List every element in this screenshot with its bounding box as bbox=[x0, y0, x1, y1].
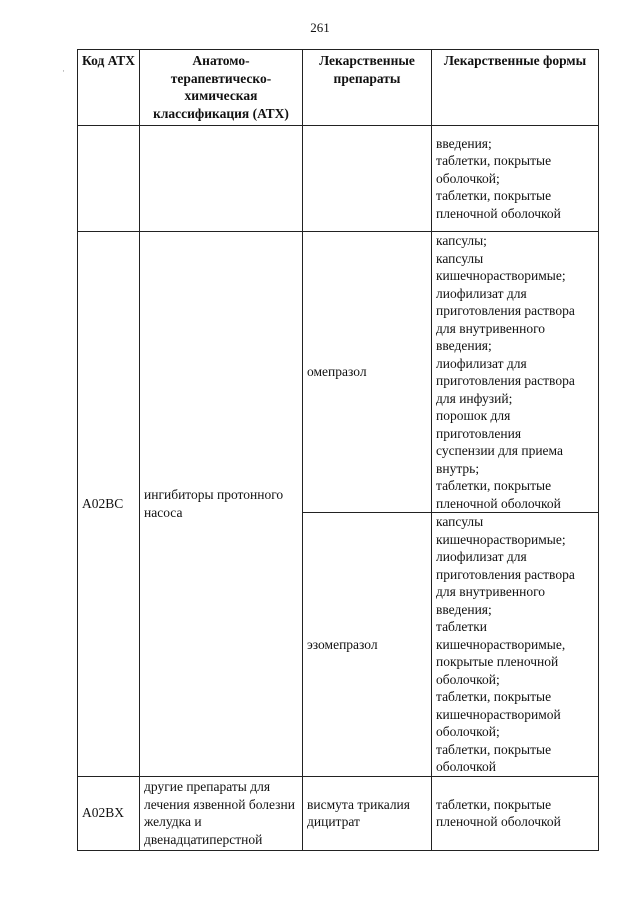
header-row bbox=[78, 50, 599, 126]
drug-omeprazole: омепразол bbox=[303, 232, 432, 513]
dosage-form-line: оболочкой; bbox=[436, 724, 500, 739]
header-forms: Лекарственные формы bbox=[432, 50, 599, 126]
dosage-form-line: для инфузий; bbox=[436, 390, 513, 406]
dosage-form-line: кишечнорастворимые; bbox=[436, 268, 566, 283]
drug-bismuth: висмута трикалия дицитрат bbox=[303, 776, 432, 850]
dosage-form-line: капсулы; bbox=[436, 233, 487, 248]
dosage-form-line: приготовления bbox=[436, 425, 522, 441]
table-row-omeprazole bbox=[78, 232, 599, 513]
dosage-form-line: оболочкой; bbox=[436, 170, 500, 186]
dosage-form-line: для внутривенного bbox=[436, 320, 546, 336]
dosage-form-line: лиофилизат для bbox=[436, 285, 527, 301]
dosage-form-line: порошок для bbox=[436, 408, 511, 423]
dosage-form-line: кишечнорастворимые; bbox=[436, 531, 566, 547]
dosage-form-line: таблетки, покрытые bbox=[436, 153, 552, 169]
cell-empty-classification bbox=[140, 126, 303, 232]
header-drugs: Лекарственные препараты bbox=[303, 50, 432, 126]
forms-cell-a02bx bbox=[432, 776, 599, 850]
header-code: Код АТХ bbox=[78, 50, 140, 126]
dosage-form-line: лиофилизат для bbox=[436, 355, 527, 371]
dosage-form-line: лиофилизат для bbox=[436, 549, 527, 564]
dosage-form-line: таблетки, покрытые bbox=[436, 188, 552, 204]
table-row-a02bx bbox=[78, 776, 599, 850]
dosage-form-line: капсулы bbox=[436, 250, 484, 266]
cell-empty-drug bbox=[303, 126, 432, 232]
dosage-form-line: таблетки, покрытые bbox=[436, 796, 552, 812]
dosage-form-line: приготовления раствора bbox=[436, 566, 575, 582]
atx-code-a02bc: A02BC bbox=[78, 232, 140, 777]
dosage-form-line: пленочной оболочкой bbox=[436, 814, 561, 829]
page-number: 261 bbox=[310, 20, 330, 35]
dosage-form-line: оболочкой bbox=[436, 759, 496, 774]
classification-a02bc: ингибиторы протонного насоса bbox=[140, 232, 303, 777]
stray-mark: · bbox=[62, 66, 65, 76]
dosage-form-line: введения; bbox=[436, 601, 492, 617]
dosage-form-line: таблетки, покрытые bbox=[436, 478, 552, 493]
header-classification: Анатомо-терапевтическо-химическая классификация (АТХ) bbox=[140, 50, 303, 126]
dosage-form-line: таблетки, покрытые bbox=[436, 689, 552, 704]
dosage-form-line: пленочной оболочкой bbox=[436, 205, 561, 221]
dosage-form-line: капсулы bbox=[436, 514, 484, 529]
dosage-form-line: оболочкой; bbox=[436, 671, 500, 687]
drug-esomeprazole: эзомепразол bbox=[303, 513, 432, 777]
dosage-form-line: пленочной оболочкой bbox=[436, 495, 561, 511]
dosage-form-line: таблетки bbox=[436, 619, 488, 634]
dosage-form-line: приготовления раствора bbox=[436, 373, 575, 388]
forms-cell-omeprazole bbox=[432, 232, 599, 513]
cell-empty-code bbox=[78, 126, 140, 232]
dosage-form-line: кишечнорастворимой bbox=[436, 706, 561, 722]
dosage-form-line: внутрь; bbox=[436, 460, 480, 476]
atx-table bbox=[77, 49, 599, 851]
dosage-form-line: таблетки, покрытые bbox=[436, 741, 552, 757]
dosage-form-line: покрытые пленочной bbox=[436, 654, 559, 669]
classification-a02bx: другие препараты для лечения язвенной болезни желудка и двенадцатиперстной bbox=[140, 776, 303, 850]
table-row-continued bbox=[78, 126, 599, 232]
dosage-form-line: для внутривенного bbox=[436, 584, 546, 599]
dosage-form-line: суспензии для приема bbox=[436, 443, 563, 458]
dosage-form-line: приготовления раствора bbox=[436, 303, 575, 318]
atx-code-a02bx: A02BX bbox=[78, 776, 140, 850]
dosage-form-line: кишечнорастворимые, bbox=[436, 636, 566, 652]
forms-cell-esomeprazole bbox=[432, 513, 599, 777]
forms-cell-continued bbox=[432, 126, 599, 232]
dosage-form-line: введения; bbox=[436, 338, 492, 353]
dosage-form-line: введения; bbox=[436, 135, 492, 151]
